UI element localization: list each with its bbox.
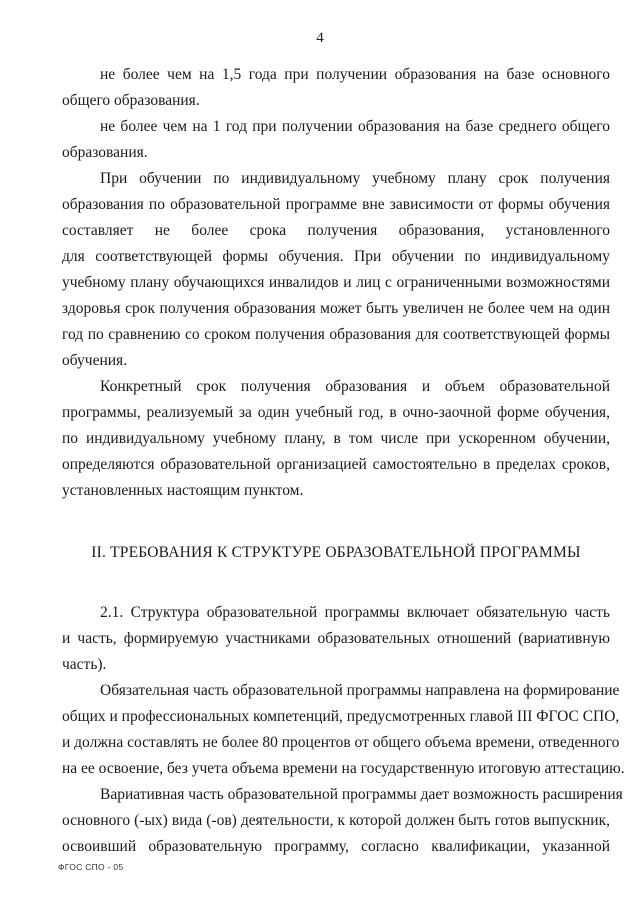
paragraph-line: не более чем на 1 год при получении образования на базе среднего общего — [100, 118, 610, 135]
paragraph-line: Обязательная часть образовательной программы направлена на формирование — [100, 682, 620, 699]
paragraph-line: здоровья срок получения образования может быть увеличен не более чем на один — [62, 300, 610, 317]
paragraph-line: учебному плану обучающихся инвалидов и лиц с ограниченными возможностями — [62, 274, 610, 291]
paragraph-term-basic-general — [62, 62, 610, 114]
paragraph-line: не более чем на 1,5 года при получении образования на базе основного — [100, 66, 610, 83]
paragraph-variable-part — [62, 782, 623, 860]
paragraph-line: основного (-ых) вида (-ов) деятельности, к которой должен быть готов выпускник, — [62, 812, 610, 829]
paragraph-line: на ее освоение, без учета объема времени на государственную итоговую аттестацию. — [62, 760, 625, 777]
paragraph-line: освоивший образовательную программу, согласно квалификации, указанной — [62, 838, 610, 855]
paragraph-line: установленных настоящим пунктом. — [62, 482, 304, 499]
document-body — [62, 62, 625, 860]
paragraph-line: по индивидуальному учебному плану, в том числе при ускоренном обучении, — [62, 430, 610, 447]
paragraph-line: составляет не более срока получения образования, установленного — [62, 222, 610, 239]
paragraph-2-1-structure — [62, 600, 610, 678]
document-code-footer: ФГОС СПО - 05 — [58, 862, 124, 872]
paragraph-line: программы, реализуемый за один учебный год, в очно-заочной форме обучения, — [62, 404, 610, 421]
paragraph-individual-plan — [62, 166, 610, 374]
paragraph-line: образования по образовательной программе вне зависимости от формы обучения — [62, 196, 610, 213]
paragraph-specific-term — [62, 374, 610, 504]
section-heading: II. ТРЕБОВАНИЯ К СТРУКТУРЕ ОБРАЗОВАТЕЛЬНОЙ ПРОГРАММЫ — [91, 544, 581, 561]
paragraph-line: 2.1. Структура образовательной программы включает обязательную часть — [100, 604, 610, 621]
paragraph-line: определяются образовательной организацией самостоятельно в пределах сроков, — [62, 456, 610, 473]
paragraph-line: обучения. — [62, 352, 128, 369]
paragraph-line: год по сравнению со сроком получения образования для соответствующей формы — [62, 326, 610, 343]
paragraph-line: для соответствующей формы обучения. При обучении по индивидуальному — [62, 248, 610, 265]
page-number: 4 — [316, 30, 324, 46]
paragraph-line: общего образования. — [62, 92, 200, 109]
paragraph-line: и должна составлять не более 80 процентов от общего объема времени, отведенного — [62, 734, 620, 751]
paragraph-line: Конкретный срок получения образования и объем образовательной — [100, 378, 610, 395]
paragraph-line: и часть, формируемую участниками образовательных отношений (вариативную — [62, 630, 610, 647]
paragraph-line: часть). — [62, 656, 107, 673]
paragraph-line: общих и профессиональных компетенций, предусмотренных главой III ФГОС СПО, — [62, 708, 620, 725]
paragraph-mandatory-part — [62, 678, 625, 782]
paragraph-line: образования. — [62, 144, 148, 161]
paragraph-term-secondary-general — [62, 114, 610, 166]
paragraph-line: При обучении по индивидуальному учебному плану срок получения — [100, 170, 610, 187]
paragraph-line: Вариативная часть образовательной программы дает возможность расширения — [100, 786, 623, 803]
